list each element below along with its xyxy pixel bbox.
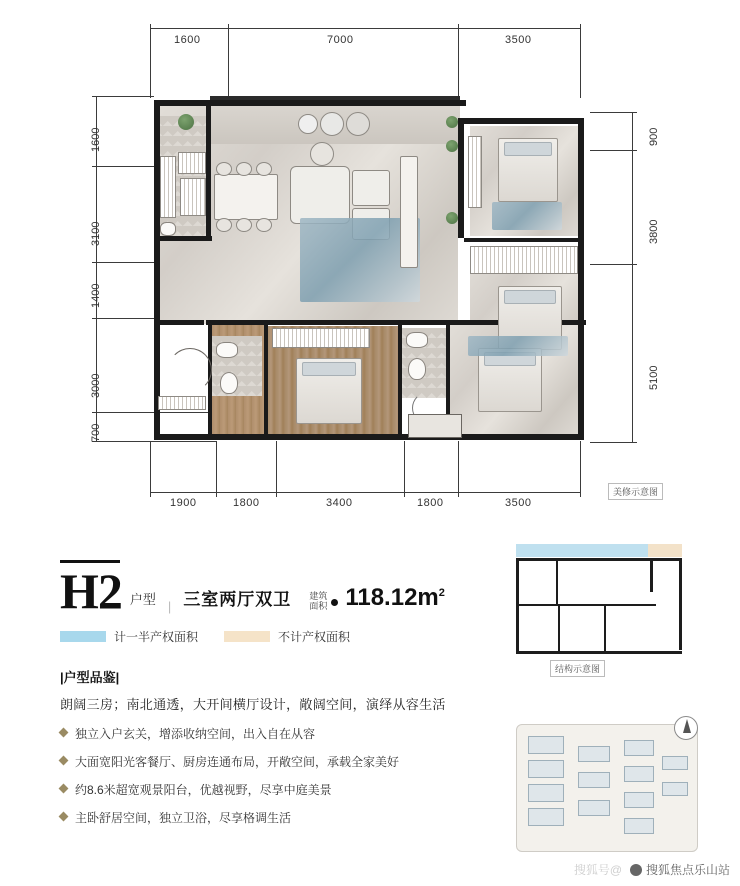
watermark (630, 861, 730, 878)
area-number: 118.12m (345, 584, 439, 611)
legend (60, 628, 480, 645)
area-key (309, 592, 327, 612)
tv-cabinet (400, 156, 418, 268)
kitchen-counter (160, 156, 176, 218)
legend-item-1 (224, 628, 350, 645)
unit-code: H2 (60, 563, 122, 619)
wall-bed3-right (398, 324, 402, 436)
balcony-stool-3 (346, 112, 370, 136)
info-block (60, 560, 480, 837)
watermark-logo-icon (630, 864, 642, 876)
compass-needle-icon (683, 719, 691, 733)
site-building-4 (528, 808, 564, 826)
wall-bed3-left (264, 324, 268, 436)
site-building-5 (578, 746, 610, 762)
sink-public (216, 342, 238, 358)
wall-top (154, 100, 466, 106)
list-item (60, 781, 480, 798)
structure-band-beige (648, 544, 682, 557)
bullet-list (60, 725, 480, 826)
site-building-3 (528, 784, 564, 802)
dim-top-1: 7000 (327, 34, 354, 46)
quality-title: |户型品鉴| (60, 670, 120, 685)
legend-swatch-half (60, 631, 106, 642)
dim-left-2: 1400 (90, 283, 102, 308)
structure-band-blue (516, 544, 648, 557)
area-key-line1: 建筑 (309, 591, 328, 602)
toilet-master (408, 358, 426, 380)
dim-bottom-3: 1800 (417, 497, 444, 509)
dim-top-0: 1600 (174, 34, 201, 46)
plan-drawing (150, 96, 580, 441)
structure-wall-topright (650, 558, 682, 561)
dim-left-3: 3000 (90, 373, 102, 398)
watermark-ghost: 搜狐号@ (573, 863, 622, 877)
type-label: 户型 (129, 592, 156, 607)
area-unit: 2 (438, 587, 445, 599)
legend-swatch-none (224, 631, 270, 642)
dim-bottom-2: 3400 (326, 497, 353, 509)
bullet-text-1: 大面宽阳光客餐厅、厨房连通布局，开敞空间，承载全家美好 (75, 755, 400, 769)
plant-2 (446, 116, 458, 128)
diamond-icon (59, 728, 69, 738)
wall-mid-h-left (154, 320, 204, 325)
dim-left-4: 700 (90, 423, 102, 442)
area-value (345, 584, 445, 612)
dining-chair-4 (216, 218, 232, 232)
wall-bed-split (464, 238, 584, 242)
diamond-icon (59, 812, 69, 822)
structure-wall-v2 (604, 606, 606, 652)
structure-caption: 结构示意图 (550, 660, 605, 677)
structure-wall-top (516, 558, 652, 561)
wall-stub (206, 140, 211, 144)
structure-diagram (500, 540, 690, 674)
dim-bottom-1: 1800 (233, 497, 260, 509)
pillow-bed2 (504, 290, 556, 304)
site-plan (506, 716, 706, 856)
round-table (310, 142, 334, 166)
wardrobe-bed2 (470, 246, 578, 274)
rug-master (492, 202, 562, 230)
balcony-stool-2 (320, 112, 344, 136)
wall-kitchen-bottom (154, 236, 212, 241)
dim-line-bottom (150, 492, 580, 493)
dim-line-right (632, 112, 633, 442)
site-building-10 (624, 792, 654, 808)
dining-chair-5 (236, 218, 252, 232)
site-building-13 (662, 782, 688, 796)
structure-wall-mid (516, 604, 656, 606)
site-building-12 (662, 756, 688, 770)
wall-bottom (154, 434, 584, 440)
entry-door-arc (168, 348, 212, 392)
site-building-6 (578, 772, 610, 788)
dim-line-top (150, 28, 580, 29)
dim-right-0: 900 (648, 127, 660, 146)
bullet-text-2: 约8.6米超宽观景阳台，优越视野，尽享中庭美景 (75, 783, 332, 797)
site-building-7 (578, 800, 610, 816)
plant-3 (446, 140, 458, 152)
sink-master (406, 332, 428, 348)
wall-inner-right (458, 118, 464, 238)
utility-window (408, 414, 462, 438)
wardrobe-master (468, 136, 482, 208)
dim-left-1: 3100 (90, 221, 102, 246)
dining-chair-3 (256, 162, 272, 176)
dining-table (214, 174, 278, 220)
dim-right-2: 5100 (648, 365, 660, 390)
pillow-bed3 (302, 362, 356, 376)
plant-1 (178, 114, 194, 130)
kitchen-fridge (180, 178, 206, 216)
structure-wall-midright (650, 558, 653, 592)
wall-left (154, 100, 160, 440)
dining-chair-6 (256, 218, 272, 232)
structure-wall-bottom (516, 651, 682, 654)
wall-top-right (460, 118, 584, 124)
dining-chair-1 (216, 162, 232, 176)
area-group (309, 584, 445, 614)
site-building-1 (528, 736, 564, 754)
area-key-line2: 面积 (309, 601, 328, 612)
dim-bottom-4: 3500 (505, 497, 532, 509)
structure-wall-v3 (556, 560, 558, 604)
dim-bottom-0: 1900 (170, 497, 197, 509)
dim-right-1: 3800 (648, 219, 660, 244)
area-bullet-icon (331, 599, 338, 606)
wall-right (578, 118, 584, 438)
shoe-cabinet (158, 396, 206, 410)
headline (60, 563, 480, 619)
bullet-text-0: 独立入户玄关，增添收纳空间，出入自在从容 (75, 727, 316, 741)
divider-1: | (167, 599, 172, 614)
structure-wall-right (679, 558, 682, 650)
list-item (60, 725, 480, 742)
bullet-text-3: 主卧舒居空间，独立卫浴，尽享格调生活 (75, 811, 292, 825)
structure-wall-left (516, 558, 519, 654)
legend-label-none: 不计产权面积 (278, 630, 351, 644)
structure-wall-v1 (558, 606, 560, 652)
legend-item-0 (60, 628, 198, 645)
site-building-2 (528, 760, 564, 778)
toilet-public (220, 372, 238, 394)
list-item (60, 809, 480, 826)
site-building-8 (624, 740, 654, 756)
kitchen-sink (160, 222, 176, 236)
type-value: 三室两厅双卫 (183, 590, 292, 609)
plant-4 (446, 212, 458, 224)
pillow-master (504, 142, 552, 156)
dim-top-2: 3500 (505, 34, 532, 46)
plan-caption: 美修示意图 (608, 483, 663, 500)
watermark-text: 搜狐焦点乐山站 (645, 863, 730, 877)
wall-kitchen-right (206, 100, 211, 240)
dim-left-0: 1600 (90, 127, 102, 152)
legend-label-half: 计一半产权面积 (114, 630, 199, 644)
list-item (60, 753, 480, 770)
balcony-stool-1 (298, 114, 318, 134)
diamond-icon (59, 756, 69, 766)
wardrobe-bed3 (272, 328, 370, 348)
armchair-1 (352, 170, 390, 206)
site-building-9 (624, 766, 654, 782)
balcony-rail (210, 96, 460, 100)
diamond-icon (59, 784, 69, 794)
kitchen-cabinet (178, 152, 206, 174)
site-building-11 (624, 818, 654, 834)
quality-section (60, 667, 480, 826)
rug-bed4 (468, 336, 568, 356)
dining-chair-2 (236, 162, 252, 176)
quality-subtitle: 朗阔三房；南北通透，大开间横厅设计，敞阔空间，演绎从容生活 (60, 697, 446, 712)
sofa-main (290, 166, 350, 224)
